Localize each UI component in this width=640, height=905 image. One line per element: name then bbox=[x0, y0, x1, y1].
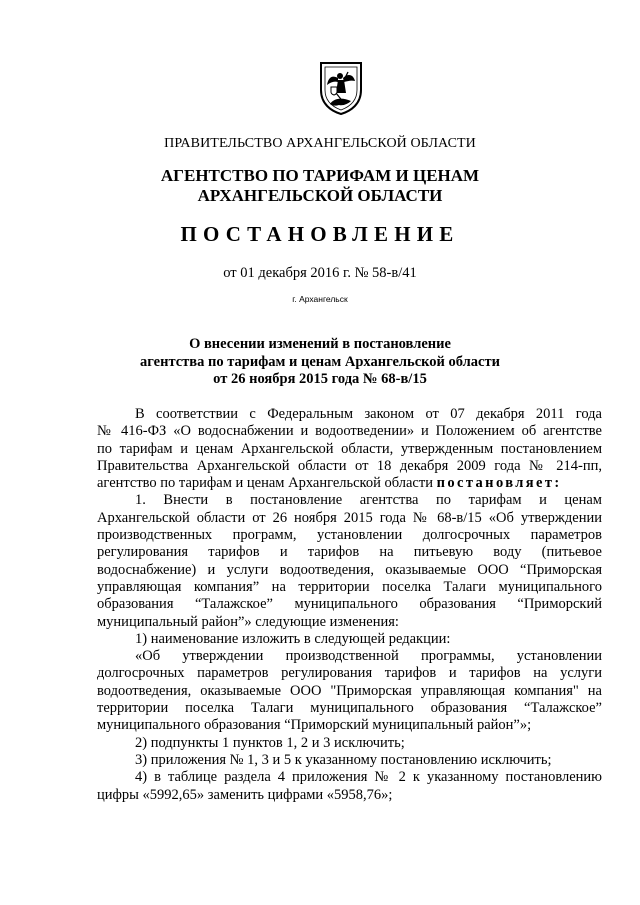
agency-name-line2: АРХАНГЕЛЬСКОЙ ОБЛАСТИ bbox=[197, 186, 443, 205]
agency-name bbox=[0, 166, 640, 206]
intro-line: по тарифам и ценам Архангельской области, утвержденным постановлением bbox=[97, 440, 602, 457]
government-name: ПРАВИТЕЛЬСТВО АРХАНГЕЛЬСКОЙ ОБЛАСТИ bbox=[164, 136, 476, 151]
item1-line: производственных программ, установлении долгосрочных параметров bbox=[97, 527, 602, 544]
quote-line: территории поселка Талаги муниципального образования “Талажское” bbox=[97, 700, 602, 717]
document-city: г. Архангельск bbox=[292, 294, 348, 304]
intro-last-text: агентство по тарифам и ценам Архангельской области bbox=[97, 475, 433, 492]
item1-line: водоснабжение) и услуги водоотведения, оказываемые ООО “Приморская bbox=[97, 561, 602, 578]
subject-line2: агентства по тарифам и ценам Архангельской области bbox=[140, 353, 500, 370]
subitem-3: 3) приложения № 1, 3 и 5 к указанному постановлению исключить; bbox=[135, 751, 552, 768]
subitem-4-last-line: цифры «5992,65» заменить цифрами «5958,76»; bbox=[97, 786, 393, 803]
quote-line: «Об утверждении производственной программы, установлении bbox=[135, 648, 602, 665]
quote-last-line: муниципального образования “Приморский муниципальный район”»; bbox=[97, 717, 532, 734]
document-body bbox=[97, 406, 602, 804]
item1-line: Архангельской области от 26 ноября 2015 года № 68-в/15 «Об утверждении bbox=[97, 509, 602, 526]
document-type-title: ПОСТАНОВЛЕНИЕ bbox=[180, 222, 460, 246]
coat-of-arms-emblem bbox=[318, 60, 364, 116]
item1-last-line: муниципальный район”» следующие изменения: bbox=[97, 613, 399, 630]
agency-name-line1: АГЕНТСТВО ПО ТАРИФАМ И ЦЕНАМ bbox=[160, 166, 480, 185]
quote-line: водоотведения, оказываемые ООО "Приморская управляющая компания" на bbox=[97, 682, 602, 699]
document-date-number: от 01 декабря 2016 г. № 58-в/41 bbox=[223, 265, 417, 281]
decree-word: постановляет: bbox=[436, 475, 562, 492]
intro-line: Правительства Архангельской области от 18 декабря 2009 года № 214-пп, bbox=[97, 457, 602, 474]
intro-line: В соответствии с Федеральным законом от 07 декабря 2011 года bbox=[135, 406, 602, 422]
subitem-1: 1) наименование изложить в следующей редакции: bbox=[135, 630, 451, 647]
intro-last-line bbox=[97, 475, 602, 492]
quote-line: долгосрочных параметров регулирования тарифов и тарифов на услуги bbox=[97, 665, 602, 682]
document-subject bbox=[0, 336, 640, 389]
item1-line: образования “Талажское” муниципального образования “Приморский bbox=[97, 596, 602, 613]
intro-line: № 416-ФЗ «О водоснабжении и водоотведении» и Положением об агентстве bbox=[97, 423, 602, 440]
subject-line3: от 26 ноября 2015 года № 68-в/15 bbox=[213, 371, 427, 387]
demon-figure bbox=[330, 99, 351, 106]
archangel-wing-left bbox=[327, 77, 338, 85]
subject-line1: О внесении изменений в постановление bbox=[189, 336, 451, 352]
item1-line: 1. Внести в постановление агентства по тарифам и ценам bbox=[135, 492, 602, 509]
item1-line: управляющая компания” на территории поселка Талаги муниципального bbox=[97, 578, 602, 595]
item1-line: регулирования тарифов и тарифов на питьевую воду (питьевое bbox=[97, 544, 602, 561]
subitem-2: 2) подпункты 1 пунктов 1, 2 и 3 исключить; bbox=[135, 734, 405, 751]
subitem-4: 4) в таблице раздела 4 приложения № 2 к указанному постановлению bbox=[135, 769, 602, 786]
